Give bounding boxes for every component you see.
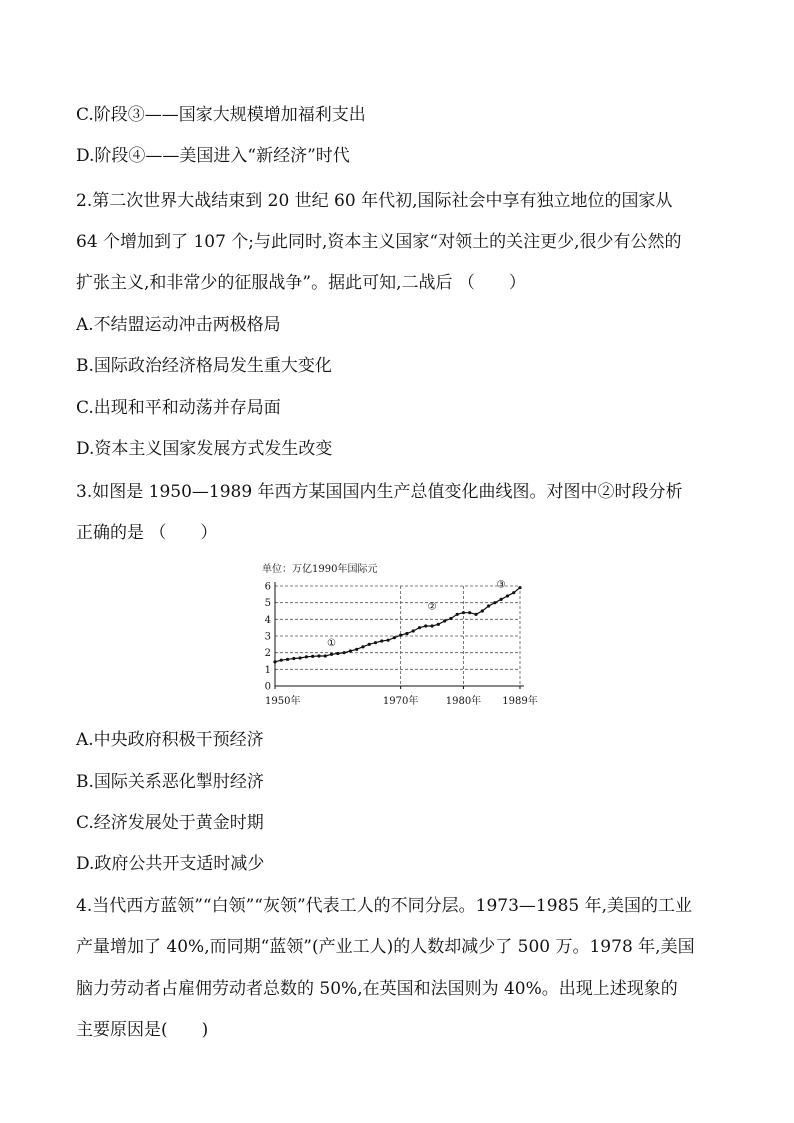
data-point	[518, 586, 521, 589]
data-point	[343, 651, 346, 654]
data-point	[355, 648, 358, 651]
chart-stage-labels	[327, 580, 506, 649]
data-point	[393, 636, 396, 639]
data-point	[324, 654, 327, 657]
data-point	[449, 617, 452, 620]
text-line: A.中央政府积极干预经济	[76, 730, 264, 750]
text-line: 脑力劳动者占雇佣劳动者总数的 50%,在英国和法国则为 40%。出现上述现象的	[76, 979, 678, 999]
y-tick-label: 0	[264, 681, 271, 693]
data-point	[506, 594, 509, 597]
data-point	[424, 624, 427, 627]
data-point	[330, 653, 333, 656]
data-point	[336, 652, 339, 655]
y-tick-label: 3	[264, 631, 271, 643]
text-line: A.不结盟运动冲击两极格局	[76, 315, 281, 335]
data-point	[462, 611, 465, 614]
stage-label: ③	[496, 579, 506, 591]
data-point	[468, 611, 471, 614]
data-point	[292, 657, 295, 660]
data-point	[412, 629, 415, 632]
x-tick-label: 1970年	[382, 696, 419, 707]
x-tick-label: 1980年	[445, 696, 482, 707]
text-line: B.国际政治经济格局发生重大变化	[76, 356, 332, 376]
y-tick-label: 2	[264, 648, 271, 660]
data-point	[317, 654, 320, 657]
data-point	[481, 609, 484, 612]
text-line: D.资本主义国家发展方式发生改变	[76, 439, 333, 459]
y-tick-label: 5	[264, 598, 271, 610]
text-line: 主要原因是( )	[76, 1020, 209, 1040]
x-tick-label: 1950年	[265, 696, 301, 707]
data-point	[418, 626, 421, 629]
data-point	[374, 641, 377, 644]
data-point	[512, 591, 515, 594]
data-point	[487, 604, 490, 607]
data-point	[299, 656, 302, 659]
data-point	[280, 659, 283, 662]
data-point	[368, 643, 371, 646]
data-point	[474, 613, 477, 616]
data-point	[500, 598, 503, 601]
data-point	[456, 613, 459, 616]
chart-ticks	[264, 579, 538, 708]
chart-title: 单位：万亿1990年国际元	[262, 564, 378, 575]
data-point	[380, 639, 383, 642]
data-point	[437, 623, 440, 626]
text-line: 正确的是 （ ）	[76, 523, 218, 543]
data-point	[305, 655, 308, 658]
data-point	[311, 655, 314, 658]
text-line: 2.第二次世界大战结束到 20 世纪 60 年代初,国际社会中享有独立地位的国家从	[76, 191, 673, 211]
data-point	[405, 632, 408, 635]
chart-svg	[258, 560, 540, 712]
text-line: C.阶段③——国家大规模增加福利支出	[76, 105, 366, 125]
data-point	[493, 601, 496, 604]
text-line: C.经济发展处于黄金时期	[76, 813, 264, 833]
text-line: 64 个增加到了 107 个;与此同时,资本主义国家“对领土的关注更少,很少有公然的	[76, 232, 682, 252]
data-point	[349, 649, 352, 652]
text-line: 扩张主义,和非常少的征服战争”。据此可知,二战后 （ ）	[76, 273, 526, 293]
gdp-line-chart	[258, 560, 540, 712]
gdp-series-line	[275, 588, 520, 662]
data-point	[273, 660, 276, 663]
text-line: B.国际关系恶化掣肘经济	[76, 772, 264, 792]
y-tick-label: 6	[264, 581, 271, 593]
data-point	[361, 645, 364, 648]
text-line: 4.当代西方蓝领”“白领”“灰领”代表工人的不同分层。1973—1985 年,美国的工业	[76, 896, 693, 916]
data-point	[399, 634, 402, 637]
stage-label: ①	[327, 638, 337, 649]
chart-axes	[275, 579, 524, 686]
stage-label: ②	[427, 601, 437, 613]
data-point	[430, 624, 433, 627]
chart-series	[273, 586, 521, 663]
data-point	[386, 639, 389, 642]
x-tick-label: 1989年	[502, 696, 538, 707]
text-line: 3.如图是 1950—1989 年西方某国国内生产总值变化曲线图。对图中②时段分析	[76, 482, 683, 502]
data-point	[286, 658, 289, 661]
text-line: D.阶段④——美国进入“新经济”时代	[76, 146, 350, 166]
y-tick-label: 4	[264, 614, 271, 626]
data-point	[443, 619, 446, 622]
text-line: C.出现和平和动荡并存局面	[76, 398, 281, 418]
text-line: D.政府公共开支适时减少	[76, 854, 265, 874]
y-tick-label: 1	[264, 664, 271, 676]
text-line: 产量增加了 40%,而同期“蓝领”(产业工人)的人数却减少了 500 万。1978 年,美国	[76, 937, 695, 957]
